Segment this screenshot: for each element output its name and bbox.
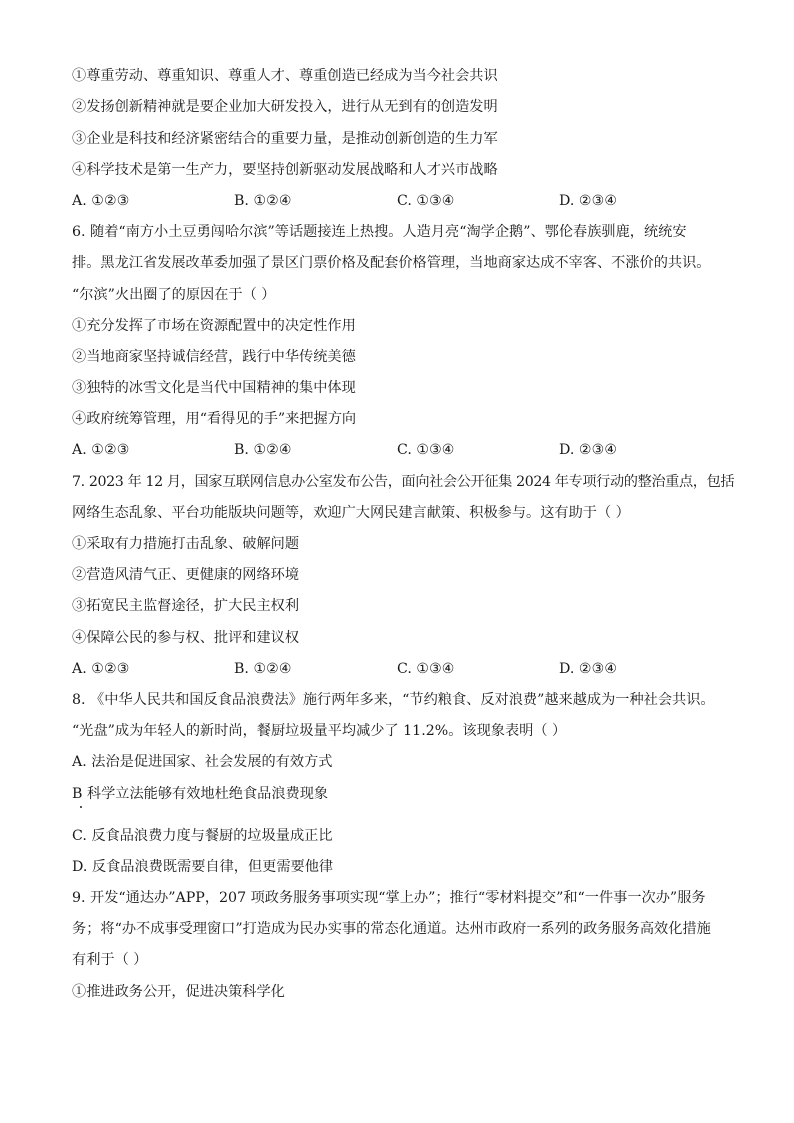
q6-item-4: ④政府统筹管理，用“看得见的手”来把握方向 (72, 411, 357, 427)
q6-options (72, 440, 732, 460)
q7-item-4: ④保障公民的参与权、批评和建议权 (72, 630, 300, 646)
q7-item-1: ①采取有力措施打击乱象、破解问题 (72, 536, 300, 552)
q5-item-1: ①尊重劳动、尊重知识、尊重人才、尊重创造已经成为当今社会共识 (72, 68, 498, 84)
q6-option-d: D. ②③④ (559, 442, 618, 458)
q7-stem-line-1: 7. 2023 年 12 月，国家互联网信息办公室发布公告，面向社会公开征集 2024 年专项行动的整治重点，包括 (72, 474, 735, 490)
q6-item-3: ③独特的冰雪文化是当代中国精神的集中体现 (72, 380, 356, 396)
q6-item-1: ①充分发挥了市场在资源配置中的决定性作用 (72, 318, 356, 334)
q5-option-b: B. ①②④ (234, 193, 292, 209)
q6-option-b: B. ①②④ (234, 442, 292, 458)
q7-item-3: ③拓宽民主监督途径，扩大民主权利 (72, 598, 300, 614)
q6-option-c: C. ①③④ (397, 442, 455, 458)
q7-stem-line-2: 网络生态乱象、平台功能版块问题等，欢迎广大网民建言献策、积极参与。这有助于（ ） (72, 505, 630, 521)
q5-item-4: ④科学技术是第一生产力，要坚持创新驱动发展战略和人才兴市战略 (72, 162, 498, 178)
q8-stem-line-1: 8. 《中华人民共和国反食品浪费法》施行两年多来，“节约粮食、反对浪费”越来越成为一种社会共识。 (72, 692, 715, 708)
q5-option-d: D. ②③④ (559, 193, 618, 209)
q5-option-c: C. ①③④ (397, 193, 455, 209)
q8-choice-d: D. 反食品浪费既需要自律，但更需要他律 (72, 859, 334, 875)
q5-item-3: ③企业是科技和经济紧密结合的重要力量，是推动创新创造的生力军 (72, 131, 498, 147)
q8-stem-line-2: “光盘”成为年轻人的新时尚，餐厨垃圾量平均减少了 11.2%。该现象表明（ ） (72, 723, 567, 739)
q9-stem-line-3: 有利于（ ） (72, 952, 148, 968)
q7-option-d: D. ②③④ (559, 661, 618, 677)
stray-dot (80, 806, 82, 808)
q8-choice-c: C. 反食品浪费力度与餐厨的垃圾量成正比 (72, 828, 333, 844)
q9-stem-line-1: 9. 开发“通达办”APP，207 项政务服务事项实现“掌上办”；推行“零材料提交”和“一件事一次办”服务 (72, 890, 706, 906)
q6-item-2: ②当地商家坚持诚信经营，践行中华传统美德 (72, 349, 356, 365)
q5-option-a: A. ①②③ (72, 193, 130, 209)
q7-item-2: ②营造风清气正、更健康的网络环境 (72, 567, 300, 583)
q6-stem-line-2: 排。黑龙江省发展改革委加强了景区门票价格及配套价格管理，当地商家达成不宰客、不涨价的共识。 (72, 255, 711, 271)
q5-options (72, 191, 732, 211)
q6-stem-line-3: “尔滨”火出圈了的原因在于（ ） (72, 287, 276, 303)
q8-choice-b: B 科学立法能够有效地杜绝食品浪费现象 (72, 786, 329, 802)
q7-option-b: B. ①②④ (234, 661, 292, 677)
q9-stem-line-2: 务；将“办不成事受理窗口”打造成为民办实事的常态化通道。达州市政府一系列的政务服务高效化措施 (72, 921, 711, 937)
q6-stem-line-1: 6. 随着“南方小土豆勇闯哈尔滨”等话题接连上热搜。人造月亮“淘学企鹅”、鄂伦春族驯鹿，统统安 (72, 224, 687, 240)
q5-item-2: ②发扬创新精神就是要企业加大研发投入，进行从无到有的创造发明 (72, 99, 498, 115)
q7-option-c: C. ①③④ (397, 661, 455, 677)
q9-item-1: ①推进政务公开，促进决策科学化 (72, 984, 285, 1000)
q7-options (72, 659, 732, 679)
q6-option-a: A. ①②③ (72, 442, 130, 458)
q8-choice-a: A. 法治是促进国家、社会发展的有效方式 (72, 754, 333, 770)
q7-option-a: A. ①②③ (72, 661, 130, 677)
